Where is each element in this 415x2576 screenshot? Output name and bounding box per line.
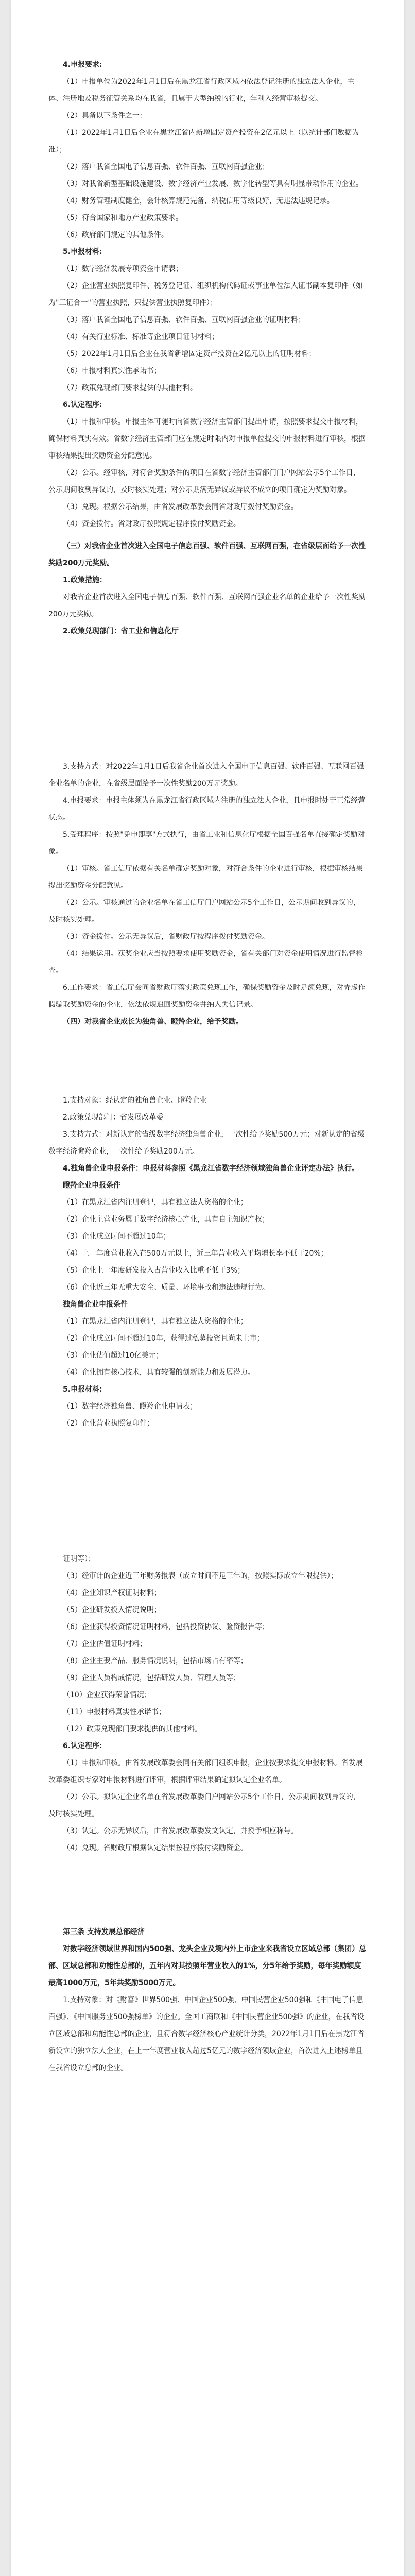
- paragraph: 6.认定程序:: [63, 1742, 102, 1750]
- paragraph: 4.申报要求：申报主体须为在黑龙江省行政区域内注册的独立法人企业，且申报时处于正常经营状态。: [48, 796, 366, 822]
- section-headquarters-economy: [48, 1924, 367, 2077]
- paragraph: （3）企业估值超过10亿美元；: [63, 1351, 163, 1360]
- paragraph: 瞪羚企业申报条件: [63, 1181, 120, 1190]
- paragraph: （2）公示。审核通过的企业名单在省工信厅门户网站公示5个工作日，公示期间收到异议的，及时核实处理。: [48, 899, 360, 924]
- paragraph: （5）2022年1月1日后企业在我省新增固定资产投资在2亿元以上的证明材料；: [63, 350, 316, 358]
- paragraph: （1）在黑龙江省内注册登记，具有独立法人资格的企业；: [63, 1317, 248, 1326]
- paragraph: 1.支持对象：对《财富》世界500强、中国企业500强、中国民营企业500强和《中国电子信息百强》、《中国服务业500强榜单》的企业。全国工商联和《中国民营企业500强》的企业，在我省设立区域总部和功能性总部的企业，且符合数字经济核心产业统计分类，2022年1月1日后在黑龙江省新设立的独立法人企业，在上一年度营业收入超过5亿元的数字经济领域企业，首次进入上述榜单且在我省设立总部的企业。: [48, 1996, 365, 2072]
- paragraph: （2）公示。拟认定企业名单在省发展改革委门户网站公示5个工作日，公示期间收到异议的，及时核实处理。: [48, 1793, 360, 1818]
- paragraph: 独角兽企业申报条件: [63, 1300, 128, 1309]
- paragraph: （12）政策兑现部门要求提供的其他材料。: [63, 1725, 202, 1733]
- paragraph: 2.政策兑现部门：省工业和信息化厅: [63, 627, 179, 635]
- document-page-1: [11, 0, 404, 2576]
- section-top-100-award: [48, 758, 367, 1030]
- paragraph: （9）企业人员构成情况，包括研发人员、管理人员等；: [63, 1674, 240, 1682]
- paragraph: 6.工作要求：省工信厅会同省财政厅落实政策兑现工作，确保奖励资金及时足额兑现，对弄虚作假骗取奖励资金的企业，依法依规追回奖励资金并纳入失信记录。: [48, 984, 366, 1009]
- paragraph: 2.政策兑现部门：省发展改革委: [63, 1113, 164, 1122]
- page-whitespace: [48, 1432, 367, 1551]
- paragraph: （2）具备以下条件之一：: [63, 112, 147, 120]
- paragraph: （1）申报和审核。申报主体可随时向省数字经济主管部门提出申请，按照要求提交申报材料，确保材料真实有效。省数字经济主管部门应在规定时限内对申报单位提交的申报材料进行审核，根据审核结果提出奖励资金分配意见。: [48, 418, 366, 460]
- paragraph: （1）数字经济发展专项资金申请表；: [63, 265, 183, 273]
- paragraph: 1.政策措施：: [63, 576, 107, 584]
- paragraph: （1）2022年1月1日后企业在黑龙江省内新增固定资产投资在2亿元以上（以统计部门数据为准）；: [48, 129, 359, 154]
- paragraph: （5）符合国家和地方产业政策要求。: [63, 214, 183, 222]
- paragraph: 对数字经济领域世界和国内500强、龙头企业及境内外上市企业来我省设立区域总部（集团）总部、区域总部和功能性总部的，五年内对其按照年营业收入的1%，分5年给予奖励，每年奖励额度最高1000万元，5年共奖励5000万元。: [48, 1945, 367, 1987]
- paragraph: （4）上一年度营业收入在500万元以上，近三年营业收入平均增长率不低于20%；: [63, 1249, 328, 1258]
- paragraph: 4.独角兽企业申报条件：申报材料参照《黑龙江省数字经济领域独角兽企业评定办法》执行。: [63, 1164, 359, 1173]
- paragraph: （7）政策兑现部门要求提供的其他材料。: [63, 384, 197, 392]
- page-whitespace: [48, 1030, 367, 1092]
- paragraph: （2）落户我省全国电子信息百强、软件百强、互联网百强企业；: [63, 163, 269, 171]
- paragraph: （4）企业知识产权证明材料；: [63, 1589, 161, 1597]
- section-unicorn-gazelle: [48, 1092, 367, 1432]
- paragraph: （2）企业主营业务属于数字经济核心产业，具有自主知识产权；: [63, 1215, 269, 1224]
- paragraph: （4）资金拨付。省财政厅按照规定程序拨付奖励资金。: [63, 520, 240, 528]
- paragraph: （8）企业主要产品、服务情况说明，包括市场占有率等；: [63, 1657, 248, 1665]
- paragraph: 3.支持方式：对新认定的省级数字经济独角兽企业，一次性给予奖励500万元；对新认定的省级数字经济瞪羚企业，一次性给予奖励200万元。: [48, 1130, 365, 1156]
- page-whitespace: [48, 1857, 367, 1919]
- paragraph: （5）企业上一年度研发投入占营业收入比重不低于3%；: [63, 1266, 245, 1275]
- section-declaration-requirements: [48, 57, 367, 640]
- paragraph: （三）对我省企业首次进入全国电子信息百强、软件百强、互联网百强，在省级层面给予一次性奖励200万元奖励。: [48, 542, 366, 567]
- paragraph: （4）财务管理制度健全，会计核算规范完备，纳税信用等级良好，无违法违规记录。: [63, 197, 334, 205]
- paragraph: （6）企业获得投资情况证明材料，包括投资协议、验资报告等；: [63, 1623, 269, 1631]
- paragraph: （3）兑现。根据公示结果，由省发展改革委会同省财政厅拨付奖励资金。: [63, 503, 298, 511]
- paragraph: （4）有关行业标准、标准等企业项目证明材料；: [63, 333, 219, 341]
- section-unicorn-materials: [48, 1551, 367, 1857]
- paragraph: （3）资金拨付。公示无异议后，省财政厅按程序拨付奖励资金。: [63, 933, 269, 941]
- paragraph: （2）企业成立时间不超过10年，获得过私募投资且尚未上市；: [63, 1334, 264, 1343]
- paragraph: （1）申报单位为2022年1月1日后在黑龙江省行政区域内依法登记注册的独立法人企业，主体、注册地及税务征管关系均在我省，且属于大型纳税的行业，年利入经营审核提交。: [48, 78, 355, 103]
- paragraph: （4）兑现。省财政厅根据认定结果按程序拨付奖励资金。: [63, 1844, 248, 1852]
- paragraph: （1）数字经济独角兽、瞪羚企业申请表；: [63, 1402, 197, 1411]
- paragraph: （10）企业获得荣誉情况；: [63, 1691, 151, 1699]
- paragraph: （四）对我省企业成长为独角兽、瞪羚企业，给予奖励。: [63, 1018, 243, 1026]
- paragraph: （4）企业拥有核心技术，具有较强的创新能力和发展潜力。: [63, 1368, 255, 1377]
- paragraph: （1）审核。省工信厅依据有关名单确定奖励对象，对符合条件的企业进行审核，根据审核结果提出奖励资金分配意见。: [48, 865, 363, 890]
- page-whitespace: [48, 640, 367, 758]
- paragraph: 5.申报材料:: [63, 248, 102, 256]
- paragraph: （3）落户我省全国电子信息百强、软件百强、互联网百强企业的证明材料；: [63, 316, 305, 324]
- paragraph: （2）企业营业执照复印件；: [63, 1419, 154, 1428]
- paragraph: （2）公示。经审核，对符合奖励条件的项目在省数字经济主管部门门户网站公示5个工作日，公示期间收到异议的，及时核实处理；对公示期满无异议或异议不成立的项目确定为奖励对象。: [48, 469, 360, 494]
- paragraph: 对我省企业首次进入全国电子信息百强、软件百强、互联网百强企业名单的企业给予一次性奖励200万元奖励。: [48, 593, 366, 618]
- paragraph: （2）企业营业执照复印件、税务登记证、组织机构代码证或事业单位法人证书副本复印件（如为"三证合一"的营业执照，只提供营业执照复印件）；: [48, 282, 363, 307]
- paragraph: （3）经审计的企业近三年财务报表（成立时间不足三年的，按照实际成立年限提供）；: [63, 1572, 338, 1580]
- paragraph: （3）对我省新型基础设施建设、数字经济产业发展、数字化转型等具有明显带动作用的企业。: [63, 180, 363, 188]
- paragraph: 5.受理程序：按照"免申即享"方式执行，由省工业和信息化厅根据全国百强名单直接确定奖励对象。: [48, 831, 365, 856]
- paragraph: （1）申报和审核。由省发展改革委会同有关部门组织申报，企业按要求提交申报材料。省发展改革委组织专家对申报材料进行评审，根据评审结果确定拟认定企业名单。: [48, 1759, 363, 1784]
- paragraph: （3）企业成立时间不超过10年；: [63, 1232, 170, 1241]
- paragraph: （11）申报材料真实性承诺书；: [63, 1708, 166, 1716]
- paragraph: 证明等）；: [63, 1555, 95, 1563]
- paragraph: 1.支持对象：经认定的独角兽企业、瞪羚企业。: [63, 1096, 214, 1105]
- paragraph: 第三条 支持发展总部经济: [63, 1928, 145, 1936]
- paragraph: （5）企业研发投入情况说明；: [63, 1606, 161, 1614]
- paragraph: （6）企业近三年无重大安全、质量、环境事故和违法违规行为。: [63, 1283, 269, 1292]
- paragraph: 3.支持方式：对2022年1月1日后我省企业首次进入全国电子信息百强、软件百强、互联网百强企业名单的企业，在省级层面给予一次性奖励200万元奖励。: [48, 762, 364, 788]
- paragraph: （6）申报材料真实性承诺书；: [63, 367, 161, 375]
- paragraph: （1）在黑龙江省内注册登记，具有独立法人资格的企业；: [63, 1198, 248, 1207]
- paragraph: （3）认定。公示无异议后，由省发展改革委发文认定，并授予相应称号。: [63, 1827, 298, 1835]
- paragraph: 6.认定程序:: [63, 401, 102, 409]
- paragraph: 4.申报要求:: [63, 61, 102, 69]
- paragraph: 5.申报材料:: [63, 1385, 102, 1394]
- paragraph: （4）结果运用。获奖企业应当按照要求使用奖励资金，省有关部门对资金使用情况进行监督检查。: [48, 950, 363, 975]
- paragraph: （6）政府部门规定的其他条件。: [63, 231, 168, 239]
- paragraph: （7）企业估值证明材料；: [63, 1640, 147, 1648]
